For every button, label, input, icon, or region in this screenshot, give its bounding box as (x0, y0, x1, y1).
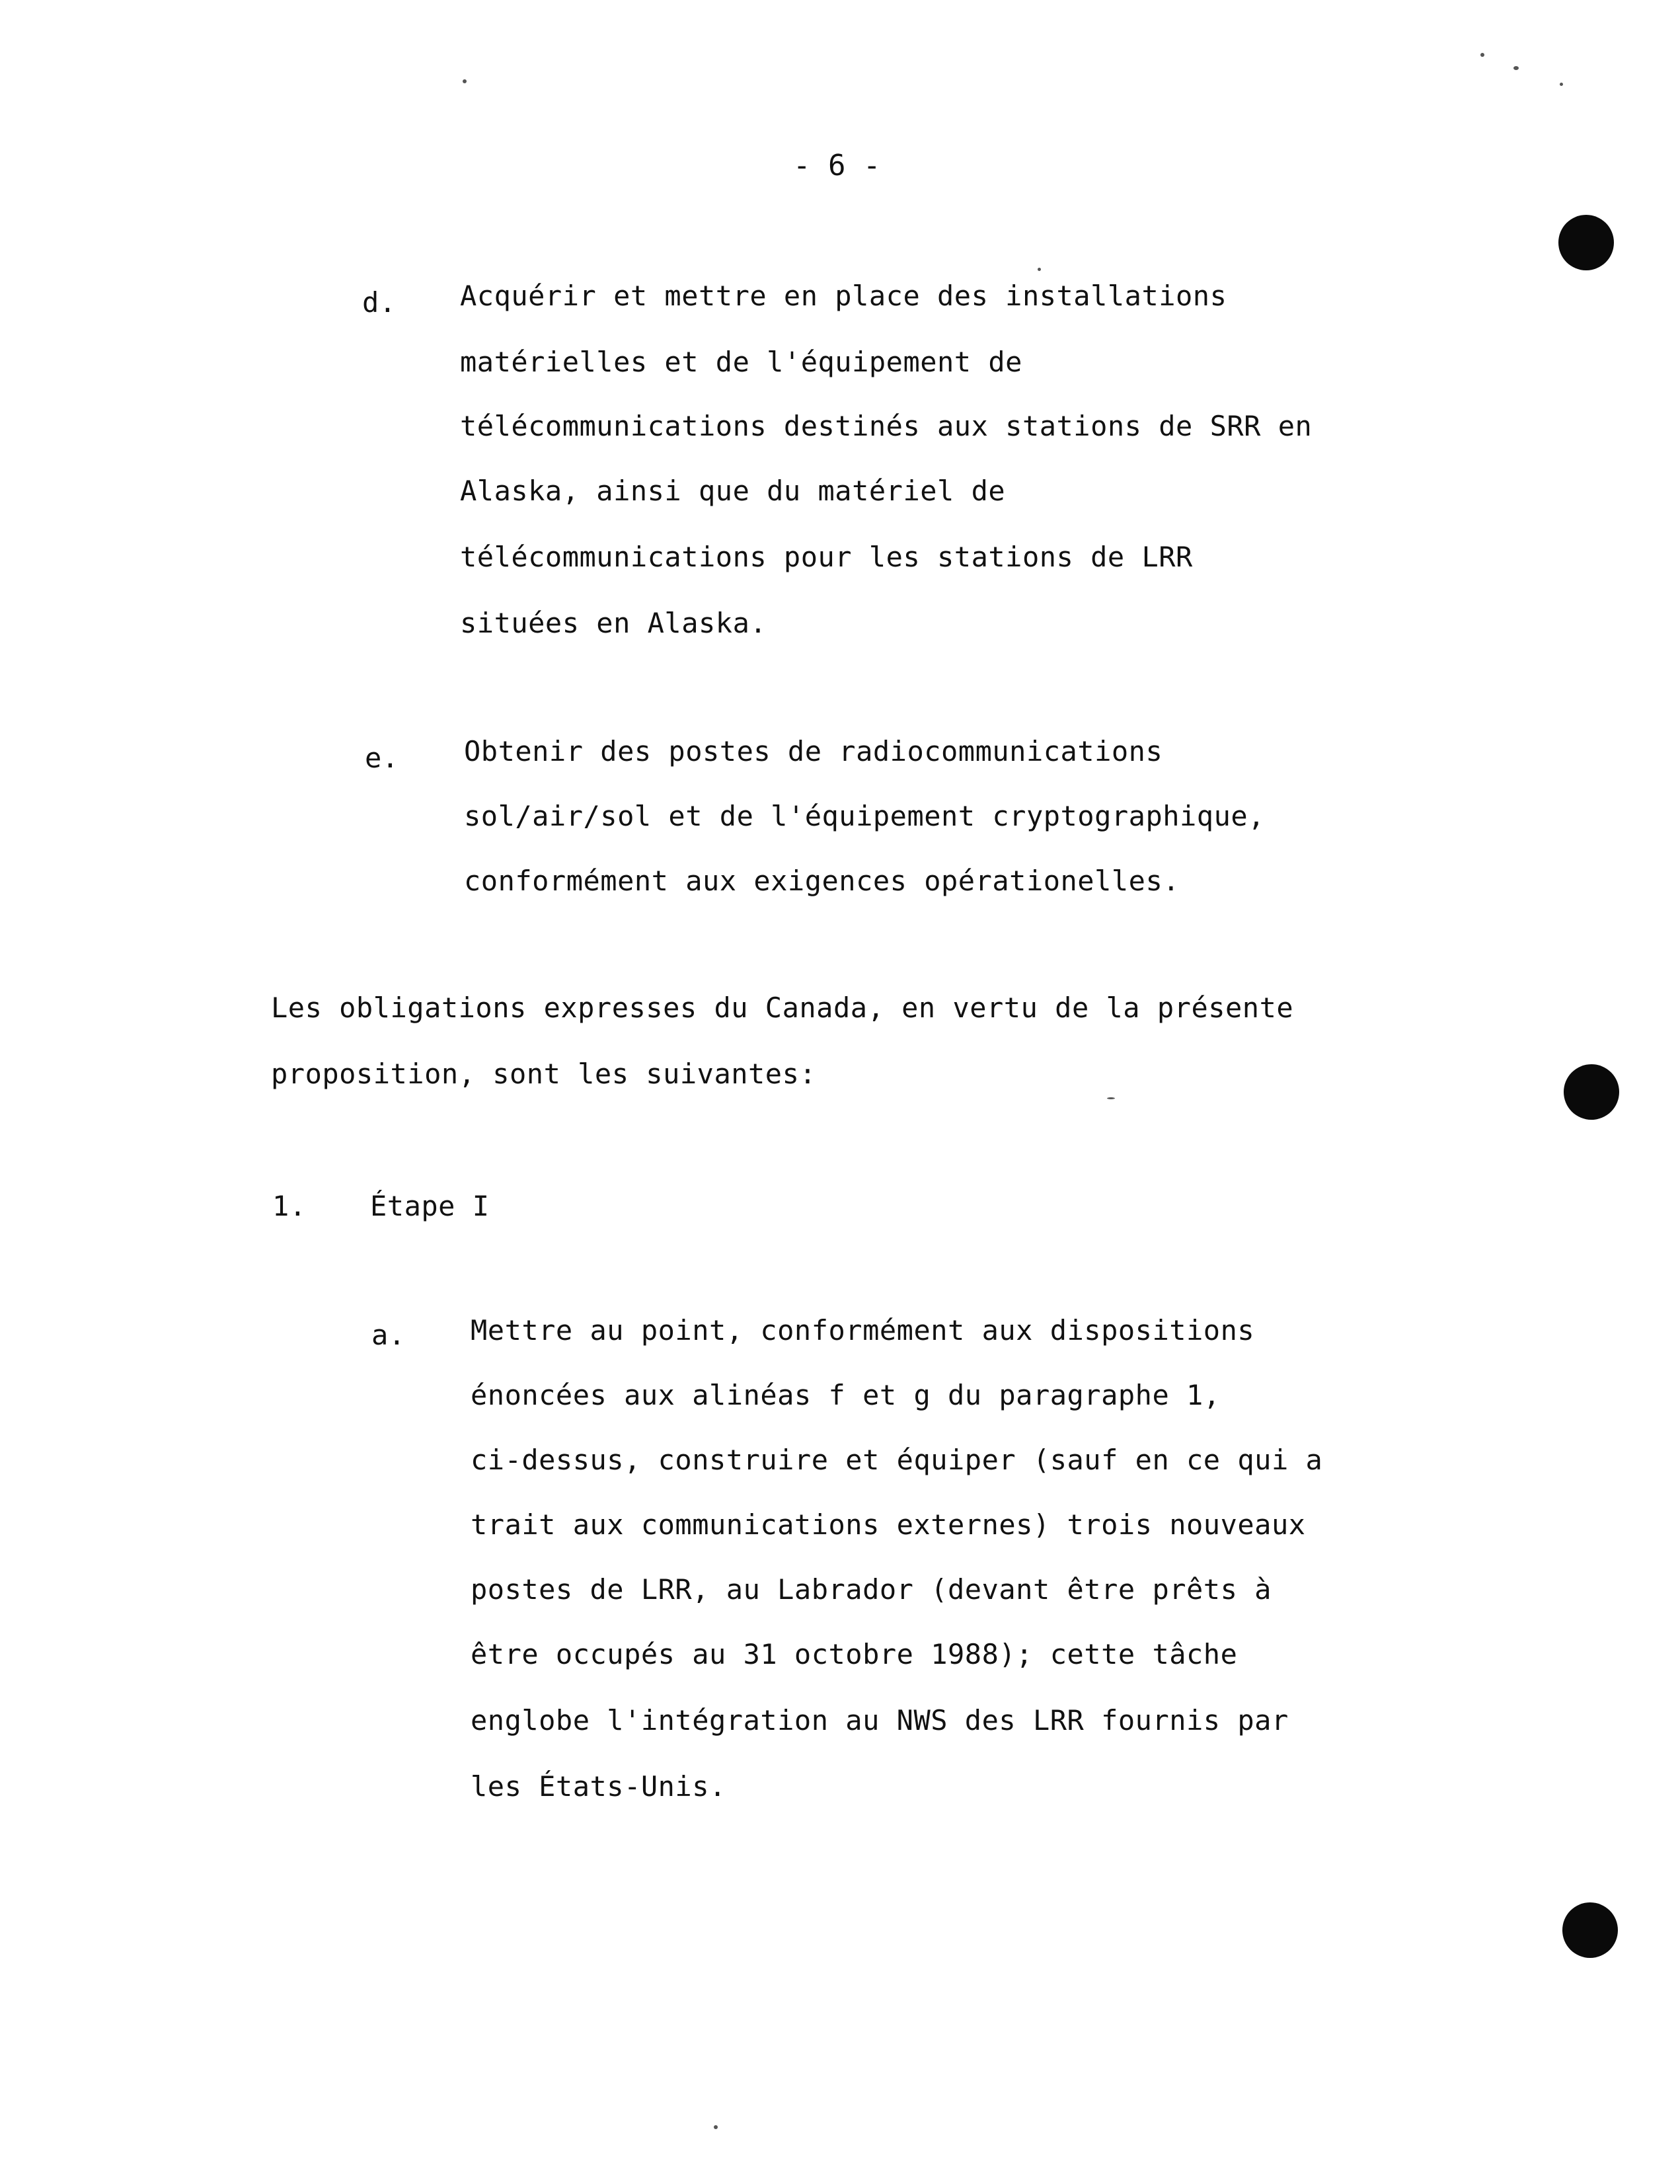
item-e-line: Obtenir des postes de radiocommunications (464, 735, 1163, 767)
item-d-line: situées en Alaska. (460, 607, 767, 639)
scan-speck (463, 79, 467, 83)
canada-intro-line: proposition, sont les suivantes: (271, 1058, 817, 1090)
item-d-line: télécommunications pour les stations de LRR (460, 541, 1193, 573)
binder-hole-bottom (1562, 1902, 1618, 1958)
scan-speck (714, 2125, 718, 2129)
scan-speck (1480, 53, 1484, 57)
item-d-line: Acquérir et mettre en place des installations (460, 280, 1227, 312)
item-a-line: trait aux communications externes) trois nouveaux (471, 1508, 1306, 1541)
item-a-line: les États-Unis. (471, 1770, 726, 1803)
item-a-line: être occupés au 31 octobre 1988); cette tâche (471, 1638, 1238, 1670)
scan-speck (1107, 1097, 1115, 1099)
item-a-marker: a. (371, 1319, 406, 1351)
page-number: - 6 - (793, 149, 881, 182)
item-a-line: ci-dessus, construire et équiper (sauf en ce qui a (471, 1444, 1323, 1476)
scan-speck (1513, 66, 1519, 70)
section-1-title: Étape I (370, 1190, 490, 1222)
item-a-line: postes de LRR, au Labrador (devant être prêts à (471, 1573, 1272, 1606)
binder-hole-middle (1564, 1064, 1619, 1120)
item-e-line: sol/air/sol et de l'équipement cryptographique, (464, 800, 1265, 832)
item-e-line: conformément aux exigences opérationelles. (464, 865, 1180, 897)
item-a-line: énoncées aux alinéas f et g du paragraphe 1, (471, 1379, 1221, 1411)
item-d-marker: d. (362, 286, 397, 319)
canada-intro-line: Les obligations expresses du Canada, en vertu de la présente (271, 992, 1294, 1024)
binder-hole-top (1558, 215, 1614, 270)
item-e-marker: e. (365, 742, 399, 774)
item-d-line: télécommunications destinés aux stations de SRR en (460, 410, 1313, 442)
section-1-marker: 1. (272, 1190, 307, 1222)
scan-speck (1560, 83, 1563, 86)
scan-speck (1038, 268, 1041, 271)
item-a-line: Mettre au point, conformément aux dispositions (471, 1314, 1255, 1346)
item-a-line: englobe l'intégration au NWS des LRR fournis par (471, 1704, 1289, 1736)
item-d-line: Alaska, ainsi que du matériel de (460, 475, 1006, 507)
item-d-line: matérielles et de l'équipement de (460, 346, 1022, 378)
